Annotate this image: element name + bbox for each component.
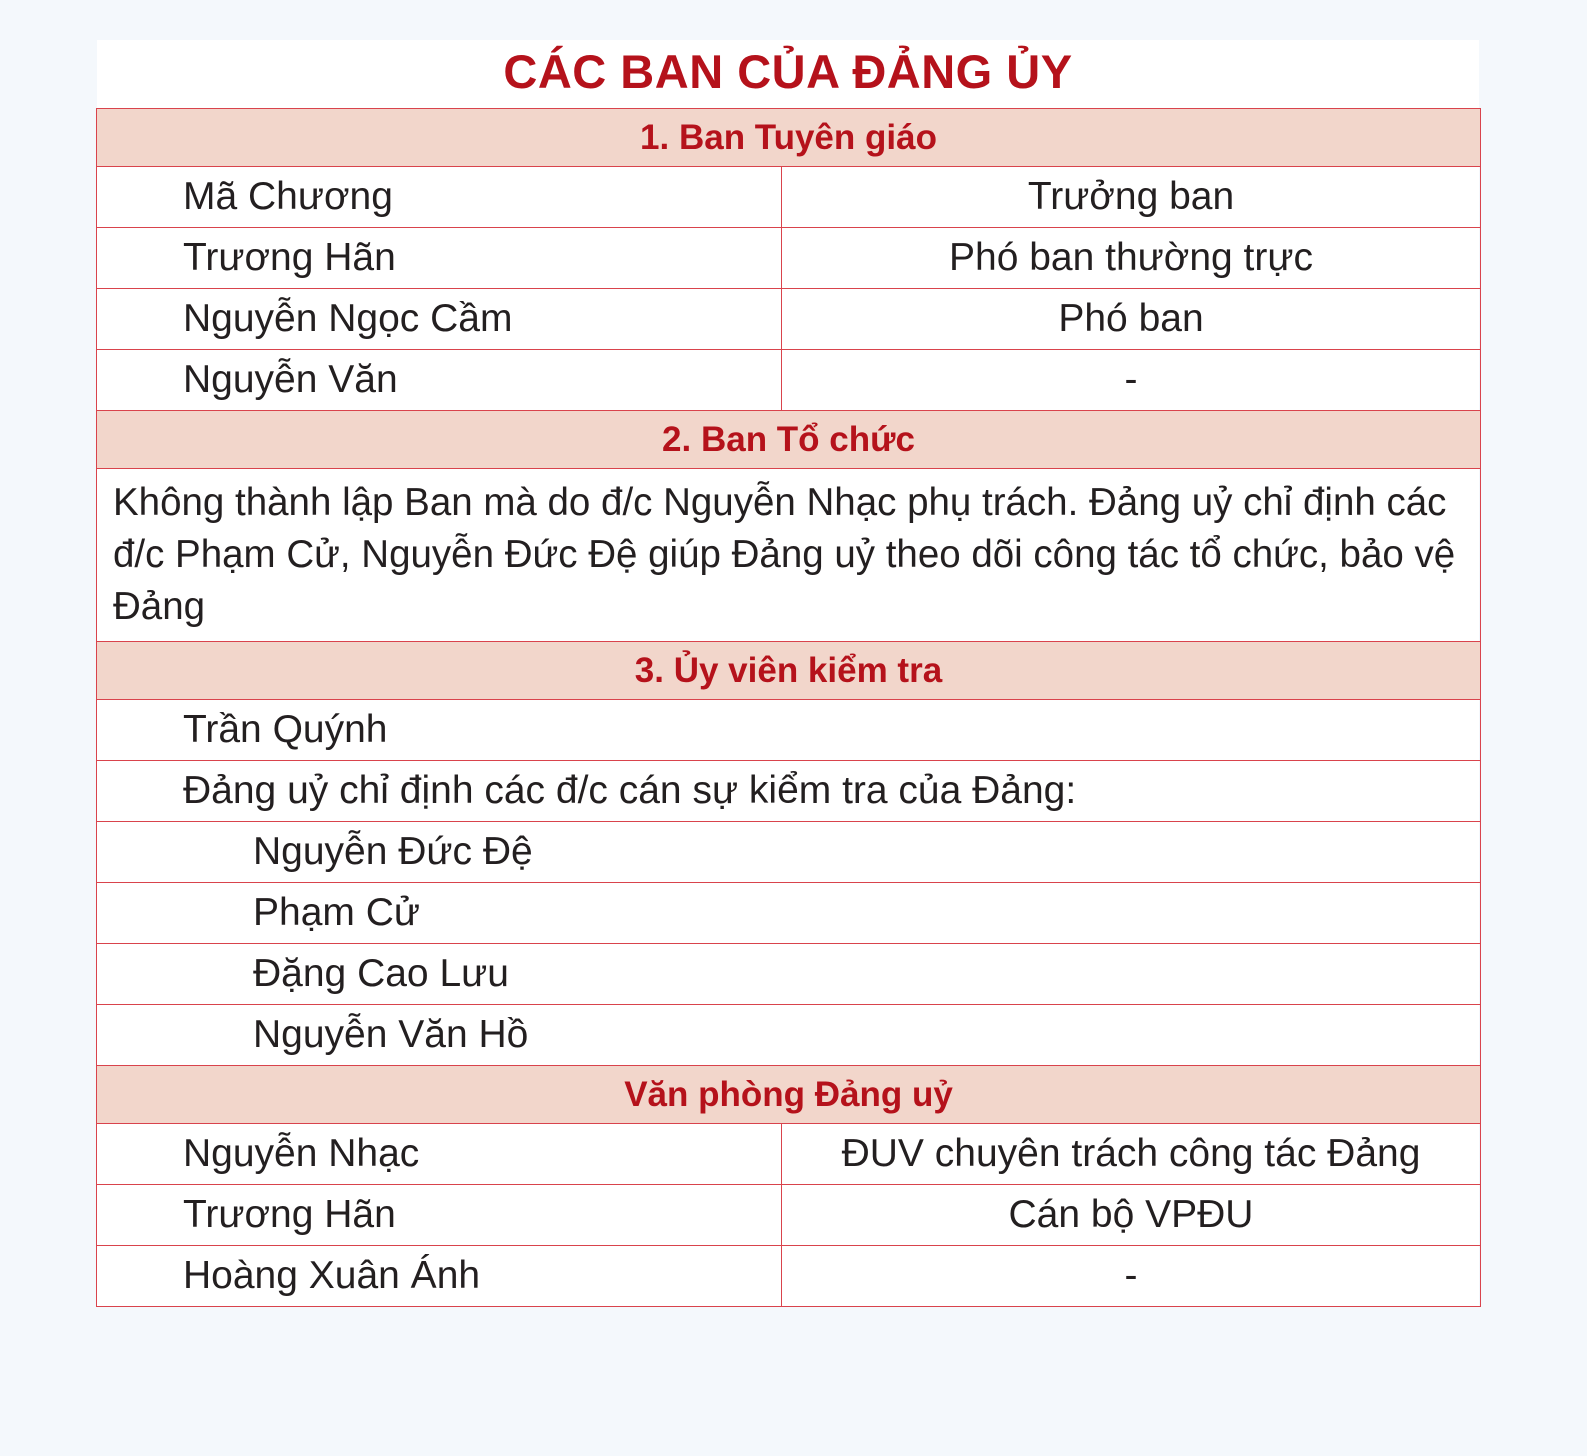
member-name: Nguyễn Văn (97, 350, 782, 411)
table-row (97, 167, 1481, 228)
section-title: 3. Ủy viên kiểm tra (97, 642, 1481, 700)
committee-table (96, 108, 1481, 1307)
committee-card (97, 40, 1479, 1307)
table-row (97, 883, 1481, 944)
member-name: Nguyễn Nhạc (97, 1124, 782, 1185)
table-row (97, 1005, 1481, 1066)
table-row (97, 1246, 1481, 1307)
member-role: - (782, 1246, 1481, 1307)
table-row (97, 822, 1481, 883)
member-name: Nguyễn Ngọc Cầm (97, 289, 782, 350)
section-title: Văn phòng Đảng uỷ (97, 1066, 1481, 1124)
member-role: Phó ban thường trực (782, 228, 1481, 289)
member-role: Trưởng ban (782, 167, 1481, 228)
section-title: 2. Ban Tổ chức (97, 411, 1481, 469)
section-header-tuyen-giao (97, 109, 1481, 167)
member-name: Trần Quýnh (97, 700, 1481, 761)
table-row (97, 1185, 1481, 1246)
section-header-van-phong (97, 1066, 1481, 1124)
member-name: Trương Hãn (97, 1185, 782, 1246)
section-header-to-chuc (97, 411, 1481, 469)
table-row (97, 761, 1481, 822)
appointment-note: Đảng uỷ chỉ định các đ/c cán sự kiểm tra của Đảng: (97, 761, 1481, 822)
appointee-name: Nguyễn Văn Hồ (97, 1005, 1481, 1066)
page-title: CÁC BAN CỦA ĐẢNG ỦY (503, 45, 1073, 98)
member-name: Mã Chương (97, 167, 782, 228)
table-row (97, 469, 1481, 642)
table-row (97, 228, 1481, 289)
table-row (97, 700, 1481, 761)
appointee-name: Nguyễn Đức Đệ (97, 822, 1481, 883)
member-role: Phó ban (782, 289, 1481, 350)
member-name: Trương Hãn (97, 228, 782, 289)
member-role: ĐUV chuyên trách công tác Đảng (782, 1124, 1481, 1185)
appointee-name: Đặng Cao Lưu (97, 944, 1481, 1005)
section-header-kiem-tra (97, 642, 1481, 700)
appointee-name: Phạm Cử (97, 883, 1481, 944)
table-row (97, 289, 1481, 350)
member-role: - (782, 350, 1481, 411)
section-description: Không thành lập Ban mà do đ/c Nguyễn Nhạc phụ trách. Đảng uỷ chỉ định các đ/c Phạm Cử, Nguyễn Đức Đệ giúp Đảng uỷ theo dõi công tác tổ chức, bảo vệ Đảng (97, 469, 1481, 642)
table-row (97, 1124, 1481, 1185)
member-name: Hoàng Xuân Ánh (97, 1246, 782, 1307)
section-title: 1. Ban Tuyên giáo (97, 109, 1481, 167)
member-role: Cán bộ VPĐU (782, 1185, 1481, 1246)
table-row (97, 350, 1481, 411)
table-row (97, 944, 1481, 1005)
